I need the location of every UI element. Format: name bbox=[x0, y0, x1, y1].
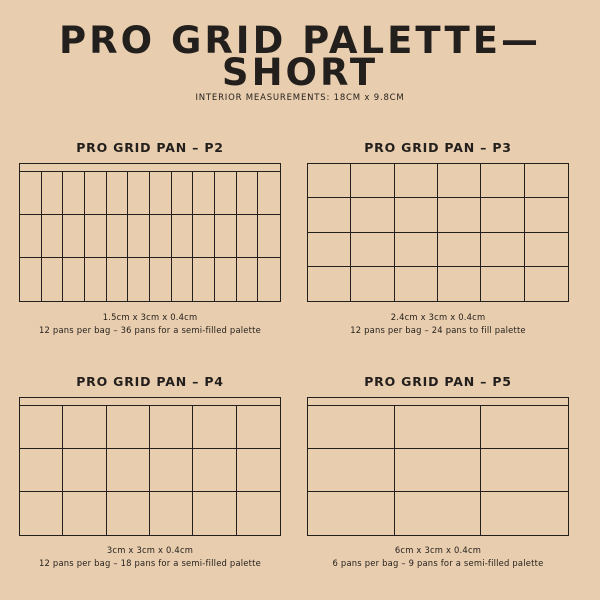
pan-cell bbox=[481, 233, 524, 267]
pan-cell bbox=[20, 406, 63, 449]
pan-cell bbox=[525, 267, 568, 301]
panel-title-p2: PRO GRID PAN – P2 bbox=[76, 140, 224, 155]
dimensions-p5: 6cm x 3cm x 0.4cm bbox=[394, 545, 482, 555]
pan-cell bbox=[308, 198, 351, 232]
pan-cell bbox=[525, 233, 568, 267]
pan-cell bbox=[395, 406, 482, 449]
pan-cell bbox=[150, 406, 193, 449]
pan-cell bbox=[438, 267, 481, 301]
pan-cell bbox=[351, 233, 394, 267]
pan-cell bbox=[438, 198, 481, 232]
panel-title-p5: PRO GRID PAN – P5 bbox=[364, 374, 512, 389]
pan-cell bbox=[395, 267, 438, 301]
pan-cell bbox=[63, 449, 106, 492]
pan-cell bbox=[215, 172, 237, 215]
pan-cell bbox=[481, 406, 568, 449]
pan-grid-p5 bbox=[307, 397, 569, 536]
pan-cell bbox=[237, 258, 259, 301]
dimensions-p4: 3cm x 3cm x 0.4cm bbox=[106, 545, 194, 555]
pan-cell bbox=[351, 164, 394, 198]
pans-note-p5: 6 pans per bag – 9 pans for a semi-filled palette bbox=[332, 557, 544, 568]
pan-cell bbox=[395, 198, 438, 232]
pan-cells bbox=[20, 172, 280, 301]
pan-cell bbox=[525, 198, 568, 232]
pan-cell bbox=[258, 215, 280, 258]
pan-cell bbox=[193, 492, 236, 535]
pan-cell bbox=[20, 492, 63, 535]
pan-cell bbox=[20, 215, 42, 258]
pan-cell bbox=[85, 215, 107, 258]
pan-cell bbox=[107, 215, 129, 258]
pan-cell bbox=[395, 164, 438, 198]
pan-cell bbox=[172, 172, 194, 215]
pan-cell bbox=[351, 198, 394, 232]
palette-top-strip bbox=[308, 398, 568, 406]
pan-cell bbox=[258, 258, 280, 301]
pan-cell bbox=[193, 172, 215, 215]
pan-grid-p3 bbox=[307, 163, 569, 302]
pan-cell bbox=[481, 492, 568, 535]
palette-top-strip bbox=[20, 398, 280, 406]
pan-cell bbox=[63, 406, 106, 449]
pan-cells bbox=[308, 164, 568, 301]
pan-cell bbox=[128, 172, 150, 215]
pan-cell bbox=[85, 258, 107, 301]
palette-top-strip bbox=[20, 164, 280, 172]
pan-cell bbox=[85, 172, 107, 215]
pan-cell bbox=[193, 215, 215, 258]
pan-cell bbox=[20, 258, 42, 301]
pan-cell bbox=[395, 449, 482, 492]
pan-cell bbox=[395, 233, 438, 267]
pan-cell bbox=[215, 258, 237, 301]
page-title-line-1: PRO GRID PALETTE— bbox=[59, 19, 541, 62]
pan-cell bbox=[107, 406, 150, 449]
pan-cell bbox=[150, 172, 172, 215]
panel-title-p3: PRO GRID PAN – P3 bbox=[364, 140, 512, 155]
pan-cell bbox=[150, 215, 172, 258]
panel-title-p4: PRO GRID PAN – P4 bbox=[76, 374, 224, 389]
pan-cell bbox=[107, 258, 129, 301]
pan-cell bbox=[525, 164, 568, 198]
pan-cell bbox=[107, 492, 150, 535]
pan-cell bbox=[215, 215, 237, 258]
pan-cell bbox=[193, 449, 236, 492]
pan-cell bbox=[42, 172, 64, 215]
pan-cell bbox=[308, 449, 395, 492]
pan-cell bbox=[438, 164, 481, 198]
pans-note-p4: 12 pans per bag – 18 pans for a semi-filled palette bbox=[39, 557, 261, 568]
pan-cell bbox=[481, 164, 524, 198]
page-subtitle: INTERIOR MEASUREMENTS: 18CM x 9.8CM bbox=[195, 93, 405, 103]
pan-cell bbox=[150, 258, 172, 301]
pan-cell bbox=[438, 233, 481, 267]
pan-cells bbox=[308, 406, 568, 535]
pan-cell bbox=[63, 172, 85, 215]
pan-grid-p4 bbox=[19, 397, 281, 536]
pan-cell bbox=[308, 267, 351, 301]
pan-cell bbox=[172, 215, 194, 258]
pan-cell bbox=[128, 215, 150, 258]
pan-cell bbox=[42, 215, 64, 258]
pan-cell bbox=[172, 258, 194, 301]
pan-cell bbox=[308, 406, 395, 449]
pan-cell bbox=[308, 492, 395, 535]
pan-grid-p2 bbox=[19, 163, 281, 302]
pan-cell bbox=[42, 258, 64, 301]
pan-cell bbox=[107, 172, 129, 215]
dimensions-p2: 1.5cm x 3cm x 0.4cm bbox=[102, 312, 198, 322]
pan-cell bbox=[237, 492, 280, 535]
pan-cell bbox=[63, 215, 85, 258]
pan-cell bbox=[308, 164, 351, 198]
caption-p3 bbox=[288, 311, 588, 336]
pan-cell bbox=[308, 233, 351, 267]
pan-cell bbox=[237, 215, 259, 258]
pan-cell bbox=[237, 449, 280, 492]
pan-cell bbox=[107, 449, 150, 492]
pan-cell bbox=[193, 258, 215, 301]
pan-cell bbox=[481, 267, 524, 301]
dimensions-p3: 2.4cm x 3cm x 0.4cm bbox=[390, 312, 486, 322]
pan-cells bbox=[20, 406, 280, 535]
pan-cell bbox=[481, 198, 524, 232]
pan-cell bbox=[63, 492, 106, 535]
pan-cell bbox=[193, 406, 236, 449]
pan-cell bbox=[237, 172, 259, 215]
pans-note-p3: 12 pans per bag – 24 pans to fill palette bbox=[350, 324, 526, 335]
caption-p2 bbox=[0, 311, 300, 336]
caption-p5 bbox=[288, 544, 588, 569]
pan-cell bbox=[481, 449, 568, 492]
pan-cell bbox=[20, 449, 63, 492]
pan-cell bbox=[395, 492, 482, 535]
pans-note-p2: 12 pans per bag – 36 pans for a semi-filled palette bbox=[39, 324, 261, 335]
pan-cell bbox=[128, 258, 150, 301]
pan-cell bbox=[237, 406, 280, 449]
pan-cell bbox=[150, 449, 193, 492]
caption-p4 bbox=[0, 544, 300, 569]
pan-cell bbox=[20, 172, 42, 215]
pan-cell bbox=[150, 492, 193, 535]
pan-cell bbox=[63, 258, 85, 301]
page-title-line-2: SHORT bbox=[221, 51, 379, 94]
pan-cell bbox=[351, 267, 394, 301]
pan-cell bbox=[258, 172, 280, 215]
